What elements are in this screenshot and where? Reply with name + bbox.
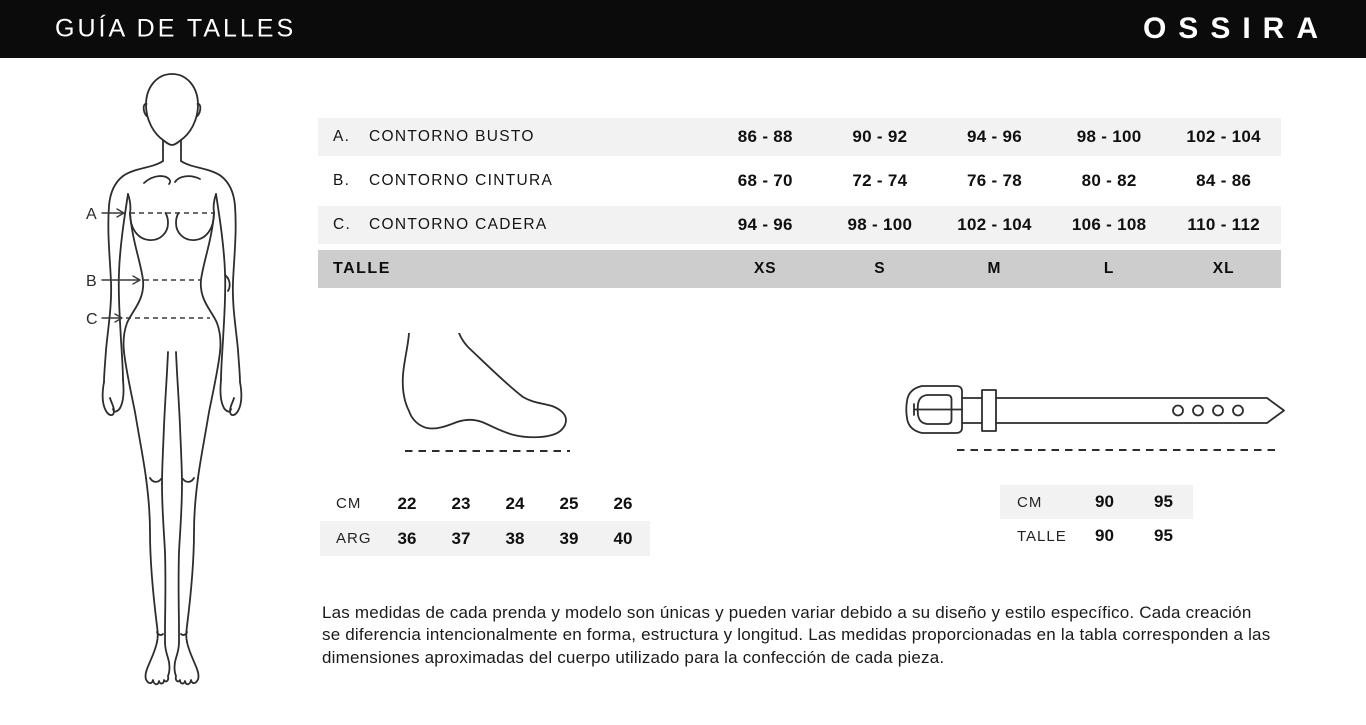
size-value: 94 - 96 xyxy=(737,215,793,234)
table-row-busto xyxy=(318,118,1281,156)
shoe-size-table xyxy=(320,486,650,556)
row-letter: B. xyxy=(333,172,351,189)
belt-row-label: CM xyxy=(1017,493,1043,511)
label-b: B xyxy=(86,273,97,290)
table-row-cadera xyxy=(318,206,1281,244)
label-c: C xyxy=(86,311,98,328)
belt-illustration xyxy=(900,378,1290,458)
size-value: 80 - 82 xyxy=(1081,171,1137,190)
size-value: 68 - 70 xyxy=(737,171,793,190)
size-value: 86 - 88 xyxy=(737,127,793,146)
belt-diagram xyxy=(900,378,1290,458)
size-value: 110 - 112 xyxy=(1187,215,1261,234)
body-figure-illustration xyxy=(58,60,298,720)
page-title: GUÍA DE TALLES xyxy=(55,14,297,43)
shoe-row-label: CM xyxy=(336,495,362,512)
talle-label: TALLE xyxy=(333,260,391,277)
foot-outline xyxy=(403,333,566,437)
belt-row-cm xyxy=(1000,485,1193,519)
size-value: 90 - 92 xyxy=(852,127,908,146)
talle-value: XL xyxy=(1212,260,1235,277)
size-value: 94 - 96 xyxy=(966,127,1022,146)
talle-value: S xyxy=(874,260,886,277)
size-value: 72 - 74 xyxy=(852,171,908,190)
row-letter: C. xyxy=(333,216,352,233)
shoe-size-value: 37 xyxy=(451,528,471,548)
size-value: 102 - 104 xyxy=(1186,127,1261,146)
bust-annotation xyxy=(86,206,214,223)
shoe-size-value: 23 xyxy=(451,493,471,513)
size-value: 102 - 104 xyxy=(957,215,1032,234)
belt-outline xyxy=(906,386,1284,433)
shoe-size-value: 36 xyxy=(397,528,417,548)
table-row-cintura xyxy=(318,162,1281,200)
measurement-disclaimer: Las medidas de cada prenda y modelo son únicas y pueden variar debido a su diseño y estilo específico. Cada creación se diferencia intencionalmente en forma, estructura y longitud. Las medidas proporcionadas en la tabla corresponden a las dimensiones aproximadas del cuerpo utilizado para la confección de cada pieza. xyxy=(322,603,1271,667)
row-label: CONTORNO BUSTO xyxy=(369,128,535,145)
body-outline xyxy=(103,74,242,684)
row-label: CONTORNO CINTURA xyxy=(369,172,554,189)
label-a: A xyxy=(86,206,97,223)
shoe-size-value: 40 xyxy=(613,528,633,548)
table-row-talle xyxy=(318,250,1281,288)
belt-size-table xyxy=(1000,485,1193,553)
belt-row-label: TALLE xyxy=(1017,527,1067,545)
talle-value: M xyxy=(987,260,1002,277)
size-table xyxy=(318,118,1281,294)
size-value: 106 - 108 xyxy=(1071,215,1147,234)
row-letter: A. xyxy=(333,128,351,145)
belt-size-value: 90 xyxy=(1095,526,1114,545)
row-label: CONTORNO CADERA xyxy=(369,216,548,233)
shoe-size-value: 25 xyxy=(559,493,579,513)
belt-size-value: 90 xyxy=(1095,492,1114,511)
shoe-size-value: 39 xyxy=(559,528,579,548)
foot-illustration xyxy=(395,333,580,458)
shoe-size-value: 38 xyxy=(505,528,525,548)
talle-value: L xyxy=(1103,260,1115,277)
foot-diagram xyxy=(395,333,580,458)
brand-logo: OSSIRA xyxy=(1142,12,1330,45)
belt-row-talle xyxy=(1000,519,1193,553)
belt-size-value: 95 xyxy=(1154,492,1173,511)
belt-size-value: 95 xyxy=(1154,526,1173,545)
size-value: 76 - 78 xyxy=(966,171,1022,190)
body-measurement-diagram xyxy=(58,60,298,720)
shoe-row-arg xyxy=(320,521,650,556)
shoe-row-cm xyxy=(320,486,650,521)
size-value: 98 - 100 xyxy=(847,215,913,234)
shoe-size-value: 22 xyxy=(397,493,417,513)
shoe-row-label: ARG xyxy=(336,530,372,547)
hip-annotation xyxy=(86,311,210,328)
size-value: 98 - 100 xyxy=(1076,127,1142,146)
header-bar xyxy=(0,0,1366,58)
shoe-size-value: 26 xyxy=(613,493,633,513)
size-value: 84 - 86 xyxy=(1196,171,1252,190)
shoe-size-value: 24 xyxy=(505,493,525,513)
talle-value: XS xyxy=(753,260,777,277)
